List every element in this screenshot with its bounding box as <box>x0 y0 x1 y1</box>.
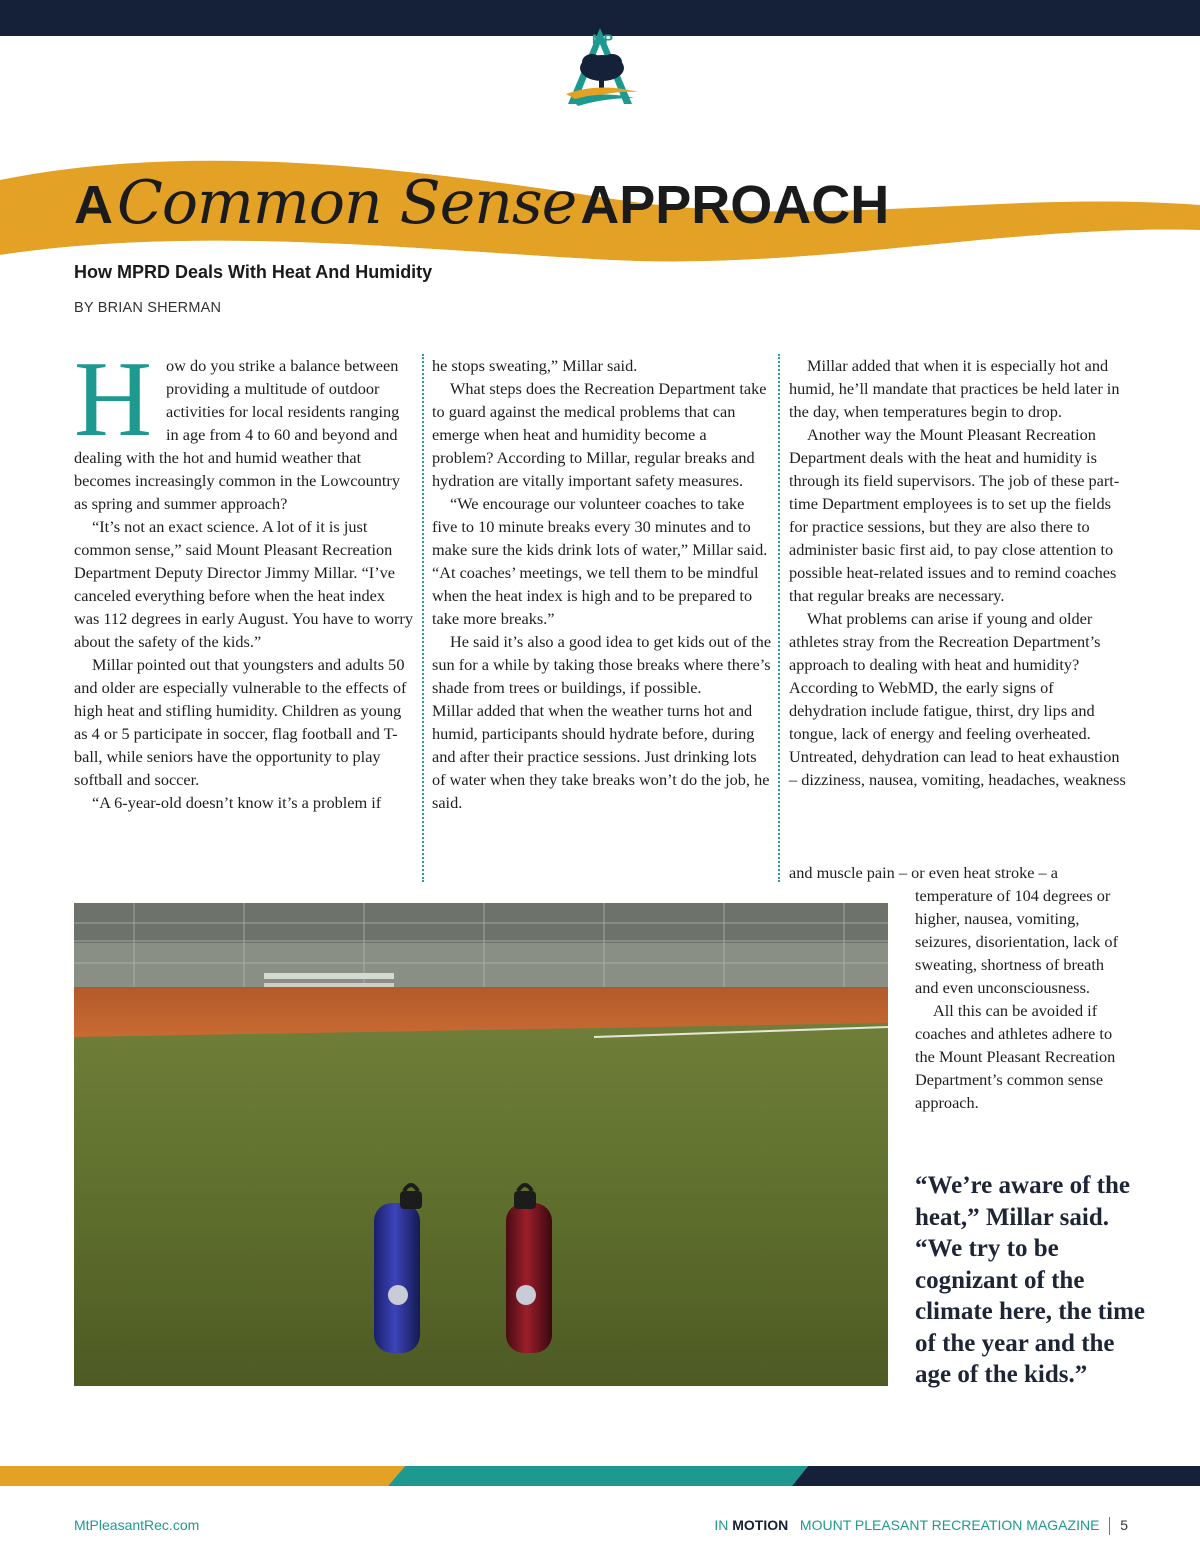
page-number: 5 <box>1120 1517 1128 1533</box>
paragraph: “A 6-year-old doesn’t know it’s a problem if <box>92 793 382 812</box>
paragraph: “We encourage our volunteer coaches to take five to 10 minute breaks every 30 minutes and to make sure the kids drink lots of water,” Millar said. “At coaches’ meetings, we tell them to be mindful when the heat index is high and to be prepared to take more breaks.” <box>432 494 768 628</box>
magazine-footer <box>714 1517 1128 1535</box>
mprd-logo-icon <box>558 26 642 108</box>
article-column-1 <box>74 340 414 814</box>
paragraph: Another way the Mount Pleasant Recreation Department deals with the heat and humidity is through its field supervisors. The job of these part-time Department employees is to set up the fields for practice sessions, but they are also there to administer basic first aid, to pay close attention to possible heat-related issues and to remind coaches that regular breaks are necessary. <box>789 425 1120 605</box>
drop-cap: H <box>74 340 152 459</box>
paragraph: What problems can arise if young and older athletes stray from the Recreation Department’s approach to dealing with heat and humidity? According to WebMD, the early signs of dehydration include fatigue, thirst, dry lips and tongue, lack of energy and feeling overheated. Untreated, dehydration can lead to heat exhaustion – dizziness, nausea, vomiting, headaches, weakness <box>789 609 1126 789</box>
footer-separator <box>1109 1517 1110 1535</box>
article-column-3 <box>789 354 1129 791</box>
article-title <box>74 168 889 248</box>
paragraph: temperature of 104 degrees or higher, nausea, vomiting, seizures, disorientation, lack of sweating, shortness of breath and even unconsciousness. <box>915 886 1118 997</box>
article-subtitle: How MPRD Deals With Heat And Humidity <box>74 262 433 282</box>
paragraph: Millar added that when the weather turns hot and humid, participants should hydrate before, during and after their practice sessions. Just drinking lots of water when they take breaks won’t do the job, he said. <box>432 701 770 812</box>
article-column-2 <box>432 354 772 814</box>
column-3-continuation: and muscle pain – or even heat stroke – a <box>789 863 1058 882</box>
article-column-4 <box>915 884 1130 1114</box>
paragraph: Millar pointed out that youngsters and adults 50 and older are especially vulnerable to the effects of high heat and stifling humidity. Children as young as 4 or 5 participate in soccer, flag football and T-ball, while seniors have the opportunity to play softball and soccer. <box>74 655 407 789</box>
paragraph: All this can be avoided if coaches and athletes adhere to the Mount Pleasant Recreation Department’s common sense approach. <box>915 1001 1116 1112</box>
column-divider <box>778 354 780 882</box>
title-script: Common Sense <box>117 168 577 238</box>
water-bottles-on-field-photo <box>74 903 888 1386</box>
paragraph: he stops sweating,” Millar said. <box>432 356 638 375</box>
title-word-approach: APPROACH <box>580 175 890 235</box>
column-divider <box>422 354 424 882</box>
footer-motion: MOTION <box>732 1517 789 1533</box>
pull-quote: “We’re aware of the heat,” Millar said. “We try to be cognizant of the climate here, the time of the year and the age of the kids.” <box>915 1172 1145 1388</box>
logo-letters: MP <box>592 31 613 47</box>
footer-in: IN <box>714 1517 729 1533</box>
paragraph: “It’s not an exact science. A lot of it is just common sense,” said Mount Pleasant Recreation Department Deputy Director Jimmy Millar. “I’ve canceled everything before when the heat index was 112 degrees in early August. You have to worry about the safety of the kids.” <box>74 517 413 651</box>
paragraph: ow do you strike a balance between providing a multitude of outdoor activities for local residents ranging in age from 4 to 60 and beyond and dealing with the hot and humid weather that becomes increasingly common in the Lowcountry as spring and summer approach? <box>74 356 400 513</box>
byline: BY BRIAN SHERMAN <box>74 300 222 316</box>
paragraph: He said it’s also a good idea to get kids out of the sun for a while by taking those breaks where there’s shade from trees or buildings, if possible. <box>432 632 772 697</box>
paragraph: What steps does the Recreation Department take to guard against the medical problems that can emerge when heat and humidity become a problem? According to Millar, regular breaks and hydration are vitally important safety measures. <box>432 379 767 490</box>
footer-magazine-name: MOUNT PLEASANT RECREATION MAGAZINE <box>799 1517 1100 1533</box>
website-link[interactable]: MtPleasantRec.com <box>74 1517 200 1533</box>
paragraph: Millar added that when it is especially hot and humid, he’ll mandate that practices be held later in the day, when temperatures begin to drop. <box>789 356 1120 421</box>
title-word-a: A <box>74 175 113 235</box>
footer-bar <box>0 1466 1200 1486</box>
